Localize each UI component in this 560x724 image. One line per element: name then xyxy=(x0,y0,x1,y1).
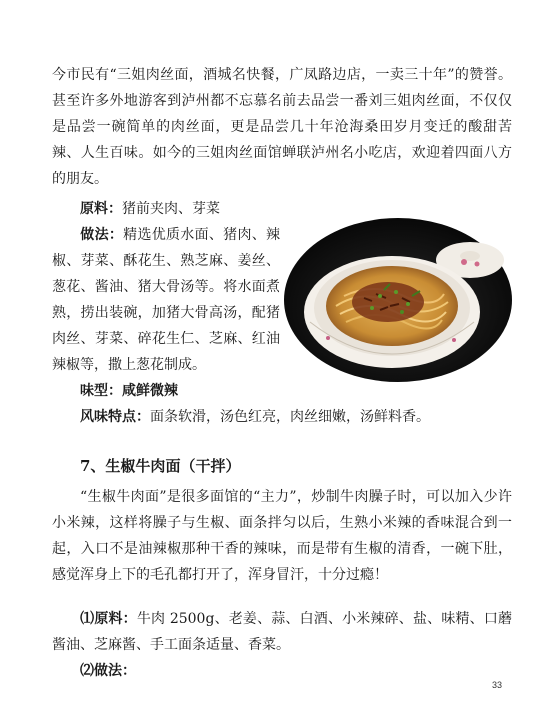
flavor-label: 风味特点： xyxy=(80,409,150,425)
section-intro-text: “生椒牛肉面”是很多面馆的“主力”，炒制牛肉臊子时，可以加入少许小米辣，这样将臊子与生椒、面条拌匀以后，生熟小米辣的香味混合到一起，入口不是油辣椒那种干香的辣味，而是带有生椒的清香，一碗下肚，感觉浑身上下的毛孔都打开了，浑身冒汗，十分过瘾！ xyxy=(52,489,512,583)
taste-line xyxy=(80,378,178,404)
method-paragraph xyxy=(52,222,280,378)
intro-paragraph: 今市民有“三姐肉丝面，酒城名快餐，广凤路边店，一卖三十年”的赞誉。甚至许多外地游客到泸州都不忘慕名前去品尝一番刘三姐肉丝面，不仅仅是品尝一碗简单的肉丝面，更是品尝几十年沧海桑田岁月变迁的酸甜苦辣、人生百味。如今的三姐肉丝面馆蝉联泸州名小吃店，欢迎着四面八方的朋友。 xyxy=(52,67,512,187)
section-ingredients-text: 牛肉 2500g、老姜、蒜、白酒、小米辣碎、盐、味精、口蘑酱油、芝麻酱、手工面条适量、香菜。 xyxy=(52,611,512,653)
flavor-line xyxy=(80,404,430,430)
flavor-text: 面条软滑，汤色红亮，肉丝细嫩，汤鲜料香。 xyxy=(150,409,430,425)
method-label: 做法： xyxy=(80,227,124,243)
taste-label: 味型： xyxy=(80,383,122,399)
method-text: 精选优质水面、猪肉、辣椒、芽菜、酥花生、熟芝麻、姜丝、葱花、酱油、猪大骨汤等。将水面煮熟，捞出装碗，加猪大骨高汤，配猪肉丝、芽菜、碎花生仁、芝麻、红油辣椒等，撒上葱花制成。 xyxy=(52,227,281,373)
section-ingredients-label: ⑴原料： xyxy=(80,611,137,627)
noodle-bowl-photo xyxy=(284,218,512,382)
section-method-label: ⑵做法： xyxy=(80,663,136,679)
section-method-line xyxy=(80,658,136,684)
section-heading: 7、生椒牛肉面（干拌） xyxy=(80,457,241,475)
ingredients-label: 原料： xyxy=(80,201,122,217)
page-number: 33 xyxy=(492,680,503,690)
section-intro-paragraph xyxy=(52,484,512,588)
section-ingredients-paragraph xyxy=(52,606,512,658)
ingredients-text: 猪前夹肉、芽菜 xyxy=(122,201,220,217)
taste-text: 咸鲜微辣 xyxy=(122,383,178,399)
ingredients-line xyxy=(80,196,220,222)
